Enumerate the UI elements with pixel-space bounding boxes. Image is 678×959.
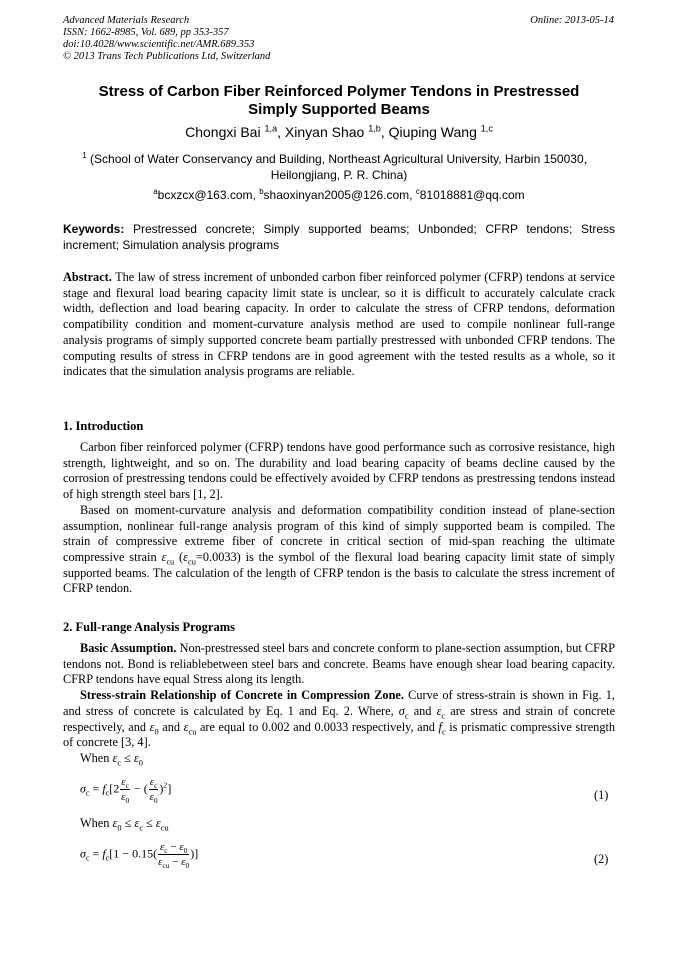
email-address[interactable]: bcxzcx@163.com, xyxy=(157,188,256,202)
equation-2-number: (2) xyxy=(594,852,609,866)
abstract-label: Abstract. xyxy=(63,270,112,284)
keywords-label: Keywords: xyxy=(63,222,125,236)
affiliation-sup: 1 xyxy=(82,151,87,160)
email-sup: b xyxy=(259,187,264,196)
abstract xyxy=(63,270,615,380)
equation-1: $\sigma_c = f_c[2$ $\frac{\varepsilon_c}{\varepsilon_0}$ − ( $\frac{\varepsilon_c}{\varepsilon_0}$ )$^2$] xyxy=(80,776,172,806)
intro-paragraph-2: Based on moment-curvature analysis and deformation compatibility condition instead of plane-section assumption, nonlinear full-range analysis program of this kind of simply supported beam is compiled. The strain of compressive extreme fiber of concrete in critical section of mid-span reaching the ultimate compressive strain $\varepsilon_{cu}$ $(\varepsilon_{cu}=0.0033)$ is the symbol of the flexural load bearing capacity limit state of simply supported beams. The calculation of the length of CFRP tendon is the basis to calculate the stress increment of CFRP tendon. xyxy=(63,502,616,596)
author-affil-sup: 1,b xyxy=(368,123,381,134)
email-sup: c xyxy=(415,187,420,196)
journal-name: Advanced Materials Research xyxy=(63,15,190,26)
email-list xyxy=(63,188,615,202)
keywords xyxy=(63,221,615,253)
email-address[interactable]: shaoxinyan2005@126.com, xyxy=(263,188,413,202)
email-address[interactable]: 81018881@qq.com xyxy=(419,188,525,202)
keywords-text: Prestressed concrete; Simply supported beams; Unbonded; CFRP tendons; Stress increment; Simulation analysis programs xyxy=(63,222,615,252)
journal-header xyxy=(63,15,270,63)
author-list: Chongxi Bai $^{1,a}$, Xinyan Shao $^{1,b}$, Qiuping Wang $^{1,c}$ xyxy=(185,123,493,140)
introduction-body xyxy=(63,440,615,597)
title-line-2: Simply Supported Beams xyxy=(248,101,430,118)
condition-2: When $\varepsilon_0 \le \varepsilon_c \le \varepsilon_{cu}$ xyxy=(80,816,169,833)
author-affil-sup: 1,a xyxy=(264,123,278,134)
intro-paragraph-1: Carbon fiber reinforced polymer (CFRP) tendons have good performance such as corrosive resistance, high strength, lightweight, and so on. The durability and load bearing capacity of beams decline caused by the corrosion of prestressing tendons could be effectively avoided by CFRP tendons as prestressing tendons instead of high strength steel bars [1, 2]. xyxy=(63,440,615,502)
author-name: Xinyan Shao xyxy=(284,124,365,140)
full-range-body xyxy=(63,641,615,751)
condition-1: When $\varepsilon_c \le \varepsilon_0$ xyxy=(80,751,143,768)
author-name: Chongxi Bai xyxy=(185,124,261,140)
copyright-line: © 2013 Trans Tech Publications Ltd, Switzerland xyxy=(63,51,271,62)
section-heading-introduction: 1. Introduction xyxy=(63,419,144,433)
section-heading-full-range: 2. Full-range Analysis Programs xyxy=(63,620,235,634)
issn-line: ISSN: 1662-8985, Vol. 689, pp 353-357 xyxy=(63,27,229,38)
title-line-1: Stress of Carbon Fiber Reinforced Polymer Tendons in Prestressed xyxy=(98,83,580,100)
stress-strain-paragraph: Stress-strain Relationship of Concrete in Compression Zone. Curve of stress-strain is shown in Fig. 1, and stress of concrete is calculated by Eq. 1 and Eq. 2. Where, $\sigma_c$ and $\varepsilon_c$ are stress and strain of concrete respectively, and $\varepsilon_0$ and $\varepsilon_{cu}$ are equal to 0.002 and 0.0033 respectively, and $f_c$ is prismatic compressive strength of concrete [3, 4]. xyxy=(63,688,616,750)
affiliation xyxy=(63,151,615,183)
email-sup: a xyxy=(153,187,158,196)
affiliation-line-2: Heilongjiang, P. R. China) xyxy=(270,168,408,182)
equation-2: $\sigma_c = f_c[1 - 0.15$( $\frac{\varepsilon_c - \varepsilon_0}{\varepsilon_{cu} - \varepsilon_0}$ )] xyxy=(80,841,199,871)
author-affil-sup: 1,c xyxy=(480,123,493,134)
author-name: Qiuping Wang xyxy=(388,124,477,140)
affiliation-line-1: (School of Water Conservancy and Building, Northeast Agricultural University, Harbin 150030， xyxy=(90,152,596,166)
abstract-text: The law of stress increment of unbonded carbon fiber reinforced polymer (CFRP) tendons at service stage and flexural load bearing capacity limit state is unclear, so it is difficult to accurately calculate crack width, deflection and load bearing capacity. In order to calculate the stress of CFRP tendons, deformation compatibility condition and moment-curvature analysis method are used to compile nonlinear full-range analysis programs of simply supported concrete beam partially prestressed with unbonded CFRP tendons. The computing results of stress in CFRP tendons are in good agreement with the tested results as a whole, so it indicates that the simulation analysis programs are reliable. xyxy=(63,270,615,379)
paper-title xyxy=(63,83,615,119)
doi-line: doi:10.4028/www.scientific.net/AMR.689.353 xyxy=(63,39,255,50)
basic-assumption-paragraph: Basic Assumption. Non-prestressed steel bars and concrete conform to plane-section assumption, but CFRP tendons not. Bond is reliablebetween steel bars and concrete. Beams have enough shear load bearing capacity. CFRP tendons have equal Stress along its length. xyxy=(63,641,616,687)
equation-1-number: (1) xyxy=(594,788,609,802)
online-date: Online: 2013-05-14 xyxy=(530,15,614,26)
